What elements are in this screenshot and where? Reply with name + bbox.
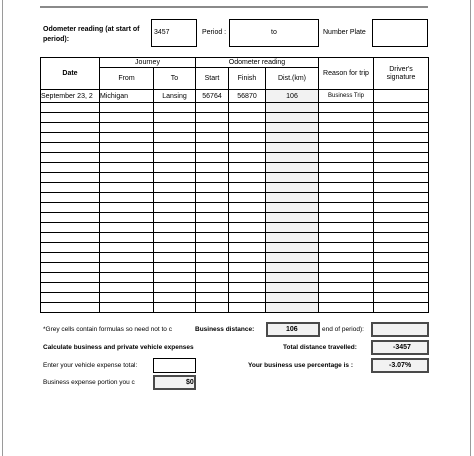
total-distance-value: -3457	[393, 344, 411, 351]
cell-to[interactable]	[154, 213, 196, 223]
cell-finish[interactable]	[229, 123, 266, 133]
cell-date[interactable]	[41, 303, 100, 313]
cell-from[interactable]	[100, 213, 154, 223]
expense-total-field[interactable]	[153, 358, 196, 373]
odometer-start-value: 3457	[154, 29, 170, 36]
cell-dist	[266, 183, 319, 193]
cell-from[interactable]	[100, 113, 154, 123]
cell-finish[interactable]: 56870	[229, 90, 266, 103]
cell-reason[interactable]	[319, 293, 374, 303]
cell-signature[interactable]	[374, 90, 429, 103]
cell-reason[interactable]	[319, 163, 374, 173]
number-plate-field[interactable]	[372, 19, 428, 47]
cell-signature[interactable]	[374, 303, 429, 313]
cell-finish[interactable]	[229, 233, 266, 243]
cell-start[interactable]	[196, 153, 229, 163]
table-row	[41, 173, 429, 183]
cell-finish[interactable]	[229, 153, 266, 163]
business-use-pct-field	[371, 358, 429, 373]
cell-from[interactable]	[100, 223, 154, 233]
cell-finish[interactable]	[229, 303, 266, 313]
cell-dist	[266, 203, 319, 213]
cell-start[interactable]	[196, 193, 229, 203]
cell-reason[interactable]	[319, 203, 374, 213]
cell-date[interactable]	[41, 163, 100, 173]
cell-signature[interactable]	[374, 223, 429, 233]
cell-finish[interactable]	[229, 273, 266, 283]
cell-signature[interactable]	[374, 153, 429, 163]
end-of-period-label: end of period):	[322, 326, 364, 333]
cell-to[interactable]	[154, 253, 196, 263]
table-row	[41, 243, 429, 253]
cell-to[interactable]	[154, 193, 196, 203]
trip-log-table	[40, 57, 429, 313]
cell-start[interactable]	[196, 303, 229, 313]
table-row	[41, 263, 429, 273]
cell-dist	[266, 143, 319, 153]
cell-from[interactable]: Michigan	[100, 90, 154, 103]
cell-start[interactable]	[196, 213, 229, 223]
cell-to[interactable]	[154, 273, 196, 283]
cell-start[interactable]	[196, 143, 229, 153]
cell-date[interactable]	[41, 143, 100, 153]
cell-signature[interactable]	[374, 213, 429, 223]
table-row	[41, 213, 429, 223]
cell-from[interactable]	[100, 163, 154, 173]
cell-signature[interactable]	[374, 193, 429, 203]
cell-signature[interactable]	[374, 133, 429, 143]
cell-from[interactable]	[100, 193, 154, 203]
cell-from[interactable]	[100, 233, 154, 243]
cell-from[interactable]	[100, 173, 154, 183]
cell-reason[interactable]	[319, 273, 374, 283]
cell-date[interactable]	[41, 253, 100, 263]
cell-date[interactable]	[41, 173, 100, 183]
cell-from[interactable]	[100, 123, 154, 133]
cell-reason[interactable]	[319, 213, 374, 223]
end-of-period-field	[371, 322, 429, 337]
cell-start[interactable]	[196, 203, 229, 213]
cell-to[interactable]	[154, 153, 196, 163]
expense-portion-value: $0	[186, 379, 194, 386]
table-row	[41, 183, 429, 193]
cell-dist	[266, 213, 319, 223]
cell-reason[interactable]	[319, 283, 374, 293]
cell-finish[interactable]	[229, 193, 266, 203]
cell-start[interactable]	[196, 173, 229, 183]
cell-start[interactable]	[196, 183, 229, 193]
col-reason-header: Reason for trip	[319, 58, 374, 90]
cell-dist	[266, 303, 319, 313]
cell-date[interactable]	[41, 233, 100, 243]
business-use-pct-label: Your business use percentage is :	[248, 362, 353, 369]
cell-to[interactable]	[154, 163, 196, 173]
cell-from[interactable]	[100, 273, 154, 283]
cell-to[interactable]	[154, 173, 196, 183]
odometer-label: Odometer reading (at start of period):	[43, 26, 140, 43]
cell-from[interactable]	[100, 283, 154, 293]
cell-signature[interactable]	[374, 293, 429, 303]
cell-date[interactable]	[41, 283, 100, 293]
col-signature-header: Driver's signature	[374, 58, 429, 90]
col-to-header: To	[154, 68, 196, 90]
cell-finish[interactable]	[229, 103, 266, 113]
business-distance-field	[266, 322, 320, 337]
cell-date[interactable]	[41, 193, 100, 203]
cell-finish[interactable]	[229, 163, 266, 173]
cell-date[interactable]	[41, 153, 100, 163]
table-row	[41, 90, 429, 103]
cell-finish[interactable]	[229, 293, 266, 303]
page-border-right	[470, 0, 471, 456]
cell-to[interactable]	[154, 133, 196, 143]
cell-to[interactable]	[154, 223, 196, 233]
cell-signature[interactable]	[374, 123, 429, 133]
cell-finish[interactable]	[229, 263, 266, 273]
cell-from[interactable]	[100, 253, 154, 263]
col-start-header: Start	[196, 68, 229, 90]
cell-signature[interactable]	[374, 203, 429, 213]
total-distance-field	[371, 340, 429, 355]
cell-from[interactable]	[100, 243, 154, 253]
col-from-header: From	[100, 68, 154, 90]
cell-signature[interactable]	[374, 243, 429, 253]
cell-date[interactable]	[41, 133, 100, 143]
cell-to[interactable]	[154, 293, 196, 303]
table-row	[41, 193, 429, 203]
cell-reason[interactable]	[319, 233, 374, 243]
cell-signature[interactable]	[374, 173, 429, 183]
cell-signature[interactable]	[374, 183, 429, 193]
cell-finish[interactable]	[229, 213, 266, 223]
total-distance-label: Total distance travelled:	[283, 344, 357, 351]
cell-from[interactable]	[100, 153, 154, 163]
cell-start[interactable]: 56764	[196, 90, 229, 103]
table-row	[41, 253, 429, 263]
cell-date[interactable]	[41, 113, 100, 123]
cell-reason[interactable]	[319, 263, 374, 273]
cell-reason[interactable]	[319, 303, 374, 313]
cell-start[interactable]	[196, 243, 229, 253]
cell-start[interactable]	[196, 233, 229, 243]
cell-from[interactable]	[100, 103, 154, 113]
cell-dist: 106	[266, 90, 319, 103]
page-border-left	[2, 0, 3, 456]
cell-reason[interactable]	[319, 243, 374, 253]
header-rule	[40, 6, 428, 8]
cell-finish[interactable]	[229, 113, 266, 123]
cell-start[interactable]	[196, 223, 229, 233]
cell-finish[interactable]	[229, 133, 266, 143]
cell-date[interactable]	[41, 203, 100, 213]
cell-reason[interactable]	[319, 223, 374, 233]
period-to-text: to	[271, 29, 277, 36]
cell-dist	[266, 253, 319, 263]
col-finish-header: Finish	[229, 68, 266, 90]
cell-dist	[266, 103, 319, 113]
table-row	[41, 143, 429, 153]
cell-start[interactable]	[196, 113, 229, 123]
cell-start[interactable]	[196, 263, 229, 273]
table-row	[41, 153, 429, 163]
cell-dist	[266, 123, 319, 133]
cell-dist	[266, 153, 319, 163]
number-plate-label: Number Plate	[323, 29, 366, 36]
cell-date[interactable]	[41, 123, 100, 133]
cell-signature[interactable]	[374, 103, 429, 113]
cell-to[interactable]	[154, 183, 196, 193]
col-dist-header: Dist.(km)	[266, 68, 319, 90]
cell-dist	[266, 193, 319, 203]
cell-start[interactable]	[196, 283, 229, 293]
cell-from[interactable]	[100, 183, 154, 193]
business-distance-value: 106	[286, 326, 298, 333]
cell-finish[interactable]	[229, 243, 266, 253]
cell-start[interactable]	[196, 163, 229, 173]
cell-to[interactable]	[154, 263, 196, 273]
cell-date[interactable]	[41, 293, 100, 303]
table-row	[41, 233, 429, 243]
period-field[interactable]	[229, 19, 319, 47]
cell-date[interactable]	[41, 273, 100, 283]
col-date-header: Date	[41, 58, 100, 90]
table-row	[41, 113, 429, 123]
cell-reason[interactable]: Business Trip	[319, 90, 374, 103]
table-row	[41, 223, 429, 233]
period-label: Period :	[202, 29, 227, 36]
cell-to[interactable]	[154, 103, 196, 113]
cell-dist	[266, 273, 319, 283]
table-row	[41, 123, 429, 133]
cell-signature[interactable]	[374, 233, 429, 243]
cell-reason[interactable]	[319, 193, 374, 203]
cell-from[interactable]	[100, 203, 154, 213]
cell-dist	[266, 263, 319, 273]
cell-date[interactable]	[41, 223, 100, 233]
table-row	[41, 283, 429, 293]
cell-dist	[266, 243, 319, 253]
table-row	[41, 303, 429, 313]
cell-reason[interactable]	[319, 153, 374, 163]
cell-from[interactable]	[100, 263, 154, 273]
cell-start[interactable]	[196, 253, 229, 263]
cell-to[interactable]	[154, 243, 196, 253]
cell-signature[interactable]	[374, 163, 429, 173]
cell-finish[interactable]	[229, 203, 266, 213]
cell-finish[interactable]	[229, 283, 266, 293]
cell-dist	[266, 173, 319, 183]
odometer-group-header: Odometer reading	[196, 58, 319, 68]
table-row	[41, 273, 429, 283]
cell-dist	[266, 113, 319, 123]
cell-reason[interactable]	[319, 103, 374, 113]
cell-to[interactable]	[154, 283, 196, 293]
cell-finish[interactable]	[229, 223, 266, 233]
cell-signature[interactable]	[374, 253, 429, 263]
cell-date[interactable]	[41, 243, 100, 253]
cell-dist	[266, 233, 319, 243]
cell-reason[interactable]	[319, 183, 374, 193]
table-row	[41, 203, 429, 213]
cell-dist	[266, 223, 319, 233]
calc-expenses-heading: Calculate business and private vehicle expenses	[43, 344, 194, 351]
cell-reason[interactable]	[319, 123, 374, 133]
cell-start[interactable]	[196, 273, 229, 283]
cell-to[interactable]	[154, 303, 196, 313]
cell-finish[interactable]	[229, 253, 266, 263]
cell-date[interactable]	[41, 103, 100, 113]
cell-reason[interactable]	[319, 113, 374, 123]
cell-date[interactable]	[41, 213, 100, 223]
cell-finish[interactable]	[229, 173, 266, 183]
cell-from[interactable]	[100, 293, 154, 303]
cell-dist	[266, 133, 319, 143]
grey-cells-note: *Grey cells contain formulas so need not to c	[43, 326, 172, 333]
cell-to[interactable]	[154, 143, 196, 153]
cell-to[interactable]	[154, 203, 196, 213]
cell-start[interactable]	[196, 103, 229, 113]
cell-reason[interactable]	[319, 143, 374, 153]
table-row	[41, 293, 429, 303]
expense-portion-label: Business expense portion you c	[43, 379, 135, 386]
cell-start[interactable]	[196, 133, 229, 143]
cell-date[interactable]	[41, 183, 100, 193]
cell-start[interactable]	[196, 123, 229, 133]
cell-signature[interactable]	[374, 113, 429, 123]
cell-date[interactable]	[41, 263, 100, 273]
cell-from[interactable]	[100, 133, 154, 143]
cell-signature[interactable]	[374, 283, 429, 293]
cell-dist	[266, 283, 319, 293]
expense-total-label: Enter your vehicle expense total:	[43, 362, 138, 369]
table-row	[41, 103, 429, 113]
cell-signature[interactable]	[374, 143, 429, 153]
cell-to[interactable]	[154, 233, 196, 243]
business-use-pct-value: -3.07%	[389, 362, 412, 369]
cell-date[interactable]: September 23, 2	[41, 90, 100, 103]
cell-start[interactable]	[196, 293, 229, 303]
table-row	[41, 133, 429, 143]
cell-reason[interactable]	[319, 133, 374, 143]
cell-signature[interactable]	[374, 263, 429, 273]
cell-reason[interactable]	[319, 253, 374, 263]
cell-to[interactable]	[154, 113, 196, 123]
odometer-start-field[interactable]	[151, 19, 197, 47]
cell-from[interactable]	[100, 303, 154, 313]
cell-to[interactable]: Lansing	[154, 90, 196, 103]
cell-to[interactable]	[154, 123, 196, 133]
cell-reason[interactable]	[319, 173, 374, 183]
cell-finish[interactable]	[229, 183, 266, 193]
cell-dist	[266, 293, 319, 303]
cell-finish[interactable]	[229, 143, 266, 153]
journey-group-header: Journey	[100, 58, 196, 68]
cell-dist	[266, 163, 319, 173]
table-row	[41, 163, 429, 173]
business-distance-label: Business distance:	[195, 326, 255, 333]
cell-signature[interactable]	[374, 273, 429, 283]
cell-from[interactable]	[100, 143, 154, 153]
expense-portion-field	[153, 375, 196, 390]
